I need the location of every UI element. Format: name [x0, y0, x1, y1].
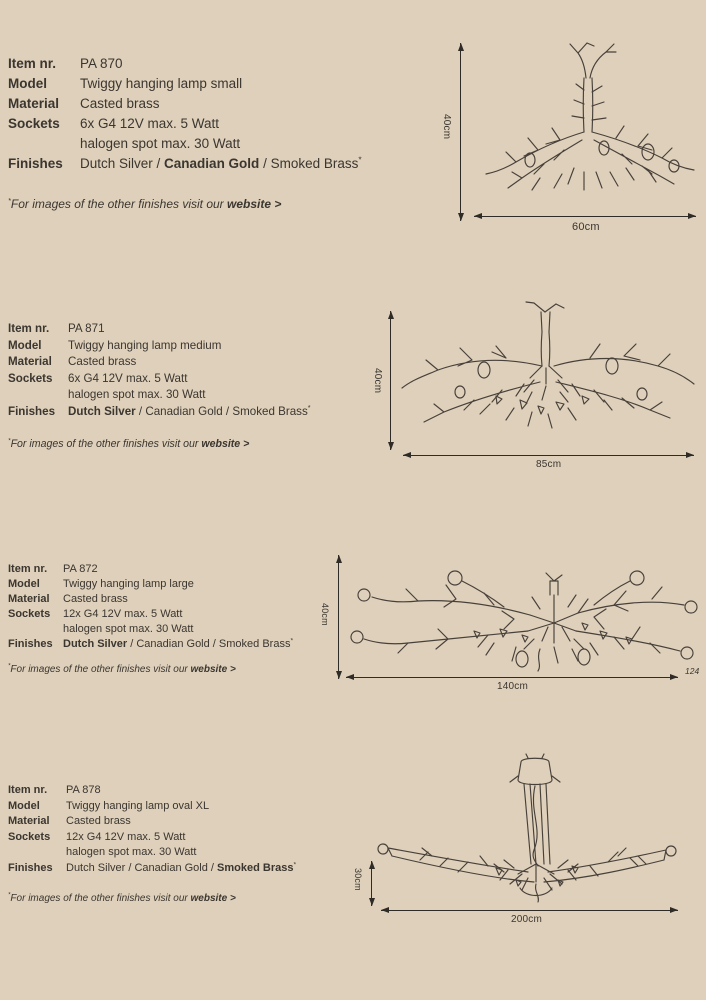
finish-separator: / [135, 404, 146, 418]
footnote [8, 893, 236, 904]
finish-option: Dutch Silver [80, 156, 153, 171]
material-value: Casted brass [63, 593, 128, 605]
spec-table [8, 562, 293, 652]
website-link[interactable]: website > [201, 438, 250, 450]
sockets-label: Sockets [8, 830, 51, 843]
model-value: Twiggy hanging lamp medium [68, 338, 222, 352]
model-value: Twiggy hanging lamp large [63, 578, 194, 590]
lamp-drawing-small [476, 40, 706, 214]
footnote-mark: * [358, 154, 362, 165]
width-dimension-label: 85cm [536, 459, 562, 470]
finish-separator: / [222, 404, 233, 418]
footnote-mark: * [293, 861, 297, 869]
sockets-value-line2: halogen spot max. 30 Watt [68, 388, 206, 402]
height-dimension-label: 40cm [372, 368, 383, 394]
model-label: Model [8, 799, 40, 812]
height-dimension-label: 40cm [441, 114, 452, 140]
finish-option: Canadian Gold [145, 404, 223, 418]
material-value: Casted brass [80, 96, 160, 111]
sockets-value-line1: 12x G4 12V max. 5 Watt [63, 608, 183, 620]
width-dimension-arrow [381, 910, 678, 911]
footnote-mark: * [307, 403, 311, 413]
model-label: Model [8, 338, 42, 352]
finishes-label: Finishes [8, 861, 53, 874]
material-label: Material [8, 96, 60, 111]
model-value: Twiggy hanging lamp small [80, 76, 243, 91]
spec-table [8, 54, 362, 174]
item-label: Item nr. [8, 563, 48, 575]
finish-separator: / [259, 156, 271, 171]
height-dimension-arrow [390, 311, 391, 450]
width-dimension-arrow [346, 677, 678, 678]
finishes-value [68, 404, 311, 421]
footnote [8, 197, 281, 211]
width-dimension-label: 140cm [497, 681, 529, 692]
finish-option: Smoked Brass [232, 404, 308, 418]
footnote [8, 438, 249, 450]
sockets-value-line1: 6x G4 12V max. 5 Watt [80, 116, 220, 131]
sockets-value-line1: 6x G4 12V max. 5 Watt [68, 371, 188, 385]
website-link[interactable]: website > [227, 197, 282, 211]
finishes-value [80, 154, 362, 174]
spec-table [8, 783, 296, 877]
height-dimension-arrow [460, 43, 461, 221]
finish-option: Dutch Silver [68, 404, 136, 418]
finish-option: Smoked Brass [270, 156, 359, 171]
finish-option: Dutch Silver [63, 638, 128, 650]
sockets-value-line2: halogen spot max. 30 Watt [63, 623, 194, 635]
height-dimension-arrow [338, 555, 339, 679]
website-link[interactable]: website > [190, 664, 236, 675]
sockets-value-line1: 12x G4 12V max. 5 Watt [66, 830, 186, 843]
finish-option: Canadian Gold [164, 156, 260, 171]
lamp-drawing-oval-xl [368, 752, 684, 912]
footnote-mark: * [290, 637, 294, 645]
model-label: Model [8, 76, 47, 91]
footnote-mark: * [8, 196, 11, 205]
item-value: PA 878 [66, 784, 101, 796]
footnote-text: For images of the other finishes visit our [10, 893, 191, 904]
model-value: Twiggy hanging lamp oval XL [66, 799, 210, 812]
height-dimension-label: 30cm [353, 868, 363, 891]
footnote-text: For images of the other finishes visit our [10, 197, 227, 211]
finish-option: Canadian Gold [136, 638, 210, 650]
width-dimension-label: 60cm [572, 221, 600, 233]
finishes-value [66, 861, 296, 877]
finish-option: Smoked Brass [217, 861, 294, 874]
height-dimension-label: 40cm [320, 603, 330, 626]
material-label: Material [8, 815, 50, 828]
sockets-value-line2: halogen spot max. 30 Watt [80, 136, 241, 151]
width-dimension-arrow [403, 455, 694, 456]
material-label: Material [8, 355, 52, 369]
width-dimension-label: 200cm [511, 914, 543, 925]
footnote [8, 664, 236, 675]
lamp-drawing-medium [396, 300, 702, 450]
sockets-label-spacer [8, 387, 68, 404]
sockets-label: Sockets [8, 116, 60, 131]
footnote-text: For images of the other finishes visit our [10, 438, 202, 450]
footnote-mark: * [8, 891, 11, 899]
item-label: Item nr. [8, 56, 57, 71]
finishes-label: Finishes [8, 638, 53, 650]
sockets-label-spacer [8, 845, 66, 861]
item-value: PA 871 [68, 322, 105, 335]
finish-separator: / [207, 861, 218, 874]
website-link[interactable]: website > [190, 893, 236, 904]
material-value: Casted brass [68, 355, 137, 369]
finish-separator: / [125, 861, 135, 874]
material-value: Casted brass [66, 815, 131, 828]
item-value: PA 872 [63, 563, 98, 575]
item-label: Item nr. [8, 322, 50, 335]
page-number: 124 [685, 666, 700, 676]
item-label: Item nr. [8, 784, 48, 796]
footnote-mark: * [8, 662, 11, 670]
material-label: Material [8, 593, 50, 605]
sockets-label: Sockets [8, 371, 53, 385]
item-value: PA 870 [80, 56, 123, 71]
finishes-label: Finishes [8, 156, 63, 171]
finishes-label: Finishes [8, 404, 56, 418]
footnote-text: For images of the other finishes visit our [10, 664, 191, 675]
width-dimension-arrow [474, 216, 696, 217]
finish-option: Dutch Silver [66, 861, 126, 874]
sockets-label: Sockets [8, 608, 51, 620]
finishes-value [63, 637, 293, 652]
finish-option: Smoked Brass [218, 638, 291, 650]
lamp-drawing-large [344, 551, 700, 677]
finish-separator: / [127, 638, 137, 650]
spec-table [8, 321, 311, 421]
sockets-value-line2: halogen spot max. 30 Watt [66, 846, 197, 859]
sockets-label-spacer [8, 134, 80, 154]
footnote-mark: * [8, 437, 11, 445]
finish-separator: / [209, 638, 219, 650]
finish-option: Canadian Gold [134, 861, 208, 874]
height-dimension-arrow [371, 861, 372, 906]
sockets-label-spacer [8, 622, 63, 637]
model-label: Model [8, 578, 40, 590]
finish-separator: / [152, 156, 165, 171]
